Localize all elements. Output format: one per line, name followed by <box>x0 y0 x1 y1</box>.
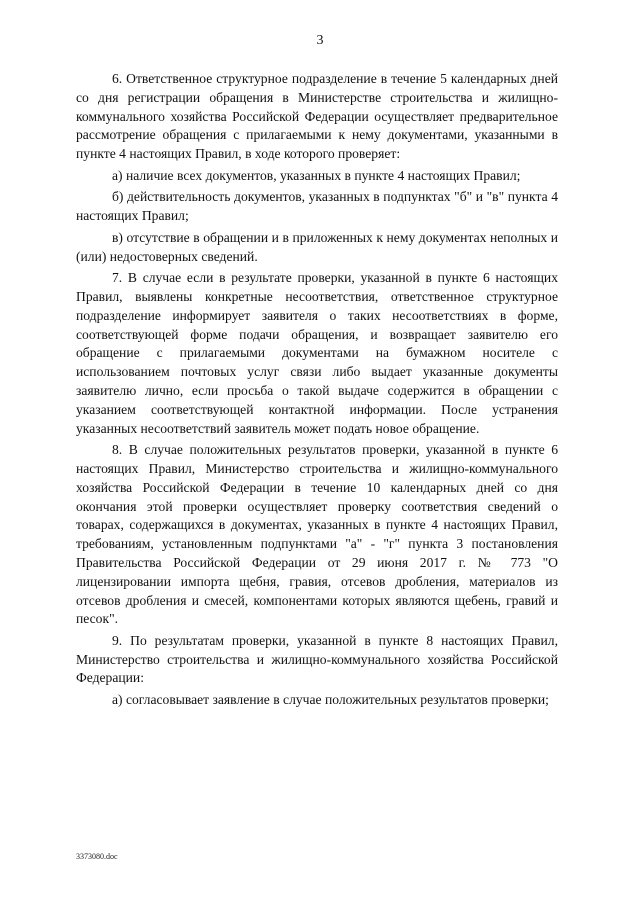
paragraph-8: 8. В случае положительных результатов проверки, указанной в пункте 6 настоящих Правил, Министерство строительства и жилищно-коммунального хозяйства Российской Федерации в течение 10 календарных дней со дня окончания этой проверки осуществляет проверку соответствия сведений о товарах, содержащихся в документах, указанных в пункте 4 настоящих Правил, требованиям, установленным подпунктами "а" - "г" пункта 3 постановления Правительства Российской Федерации от 29 июня 2017 г. № 773 "О лицензировании импорта щебня, гравия, отсевов дробления, материалов из отсевов дробления и смесей, компонентами которых являются щебень, гравий и песок". <box>76 442 558 627</box>
paragraph-9: 9. По результатам проверки, указанной в пункте 8 настоящих Правил, Министерство строительства и жилищно-коммунального хозяйства Российской Федерации: <box>76 632 558 686</box>
paragraph-6v: в) отсутствие в обращении и в приложенных к нему документах неполных и (или) недостоверных сведений. <box>76 229 558 264</box>
paragraph-6: 6. Ответственное структурное подразделение в течение 5 календарных дней со дня регистрации обращения в Министерстве строительства и жилищно-коммунального хозяйства Российской Федерации осуществляет предварительное рассмотрение обращения с прилагаемыми к нему документами, указанными в пункте 4 настоящих Правил, в ходе которого проверяет: <box>76 71 558 162</box>
paragraph-9a: а) согласовывает заявление в случае положительных результатов проверки; <box>112 692 549 708</box>
page-number: 3 <box>316 33 324 48</box>
paragraph-6b: б) действительность документов, указанных в подпунктах "б" и "в" пункта 4 настоящих Правил; <box>76 189 558 224</box>
paragraph-7: 7. В случае если в результате проверки, указанной в пункте 6 настоящих Правил, выявлены конкретные несоответствия, ответственное структурное подразделение информирует заявителя о таких несоответствиях в форме, соответствующей форме подачи обращения, и возвращает заявителю его обращение с прилагаемыми документами на бумажном носителе с использованием почтовых услуг связи либо выдает указанные документы заявителю лично, если просьба о такой выдаче содержится в обращении с указанием соответствующей контактной информации. После устранения указанных несоответствий заявитель может подать новое обращение. <box>76 270 558 436</box>
document-body <box>76 70 558 713</box>
footer-file-code: 3373080.doc <box>76 852 118 861</box>
paragraph-6a: а) наличие всех документов, указанных в пункте 4 настоящих Правил; <box>112 167 521 183</box>
